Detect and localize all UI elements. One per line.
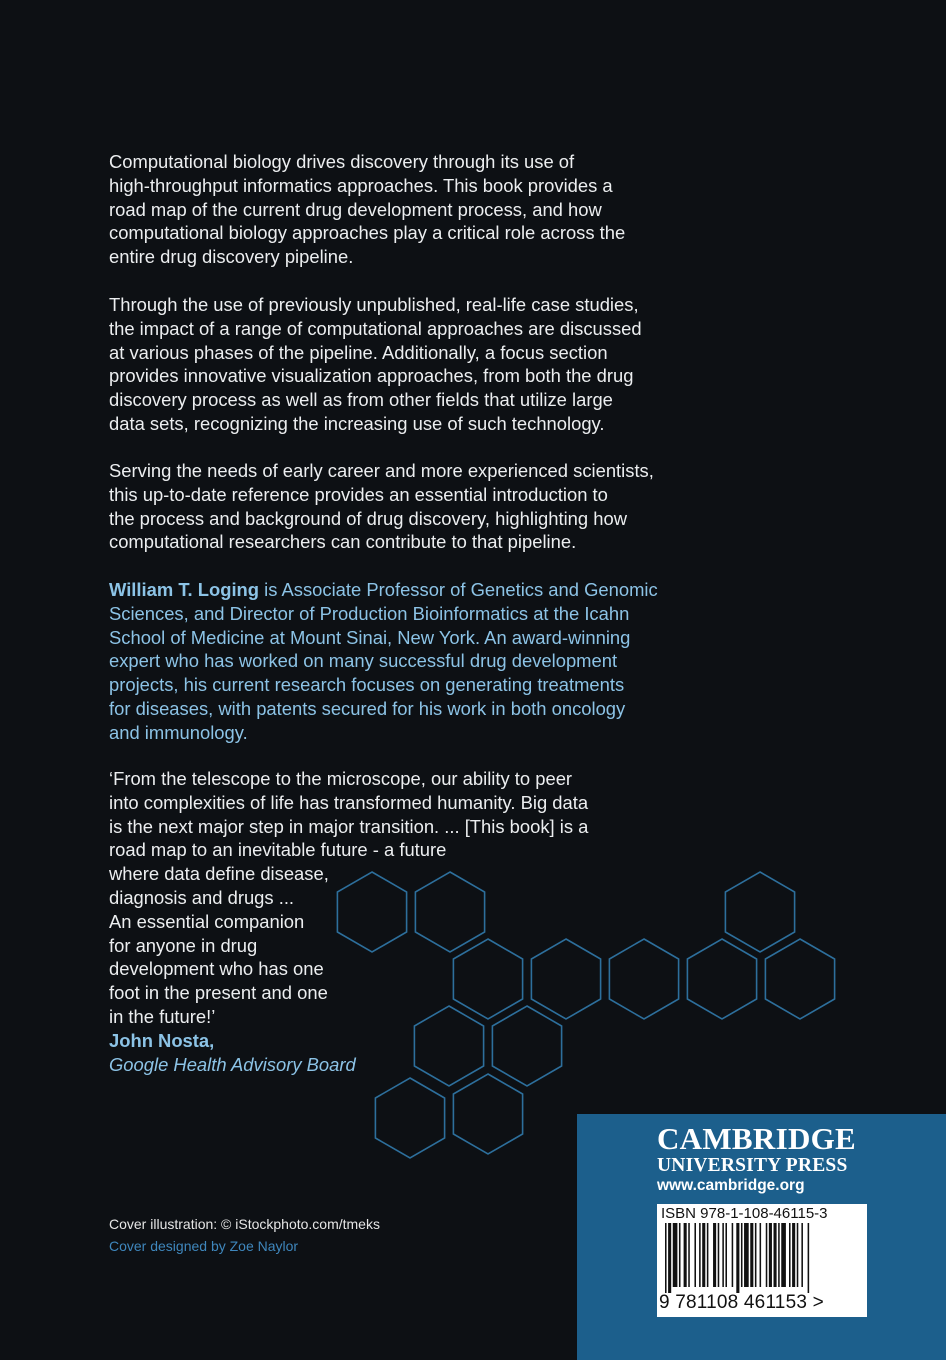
publisher-name-line1: CAMBRIDGE xyxy=(657,1121,857,1156)
text-line: where data define disease, xyxy=(109,863,329,885)
barcode-bar xyxy=(750,1223,753,1287)
text-line: for anyone in drug xyxy=(109,934,258,956)
text-line: road map of the current drug development process, and how xyxy=(109,198,602,220)
barcode-bar xyxy=(741,1223,743,1287)
barcode-bar xyxy=(769,1223,772,1287)
text-line: Through the use of previously unpublished, real-life case studies, xyxy=(109,294,639,315)
barcode-bar xyxy=(789,1223,791,1287)
barcode-bar xyxy=(778,1223,780,1287)
barcode-bar xyxy=(718,1223,720,1287)
publisher-name-line2: UNIVERSITY PRESS xyxy=(657,1155,848,1176)
barcode-bar xyxy=(801,1223,803,1287)
barcode-bar xyxy=(707,1223,709,1287)
text-line: discovery process as well as from other fields that utilize large xyxy=(109,389,613,411)
text-line: data sets, recognizing the increasing use of such technology. xyxy=(109,412,605,434)
barcode-bar xyxy=(688,1223,690,1287)
text-line: high-throughput informatics approaches. This book provides a xyxy=(109,174,613,196)
blurb-paragraph-2 xyxy=(109,293,689,436)
author-bio-first-line: is Associate Professor of Genetics and Genomic xyxy=(259,579,658,600)
barcode-bar xyxy=(797,1223,799,1287)
hexagon-shape xyxy=(453,1074,522,1154)
barcode-bar xyxy=(732,1223,734,1287)
barcode-bar xyxy=(781,1223,786,1287)
text-line: An essential companion xyxy=(109,910,305,932)
barcode-bar xyxy=(792,1223,795,1287)
barcode-bar xyxy=(694,1223,696,1287)
barcode-icon xyxy=(661,1223,863,1293)
barcode-bar xyxy=(673,1223,678,1287)
publisher-url: www.cambridge.org xyxy=(657,1177,805,1194)
author-bio xyxy=(109,578,689,745)
text-line: computational researchers can contribute to that pipeline. xyxy=(109,531,577,553)
text-line: Serving the needs of early career and more experienced scientists, xyxy=(109,460,654,481)
hexagon-shape xyxy=(765,939,834,1019)
barcode-bar xyxy=(722,1223,724,1287)
isbn-barcode xyxy=(657,1204,867,1317)
barcode-bar xyxy=(668,1223,671,1293)
cover-credits xyxy=(109,1213,380,1257)
text-line: School of Medicine at Mount Sinai, New York. An award-winning xyxy=(109,626,631,648)
text-line: at various phases of the pipeline. Additionally, a focus section xyxy=(109,341,608,363)
barcode-bar xyxy=(702,1223,705,1287)
barcode-bar xyxy=(755,1223,757,1287)
barcode-bar xyxy=(766,1223,768,1287)
text-line: provides innovative visualization approaches, from both the drug xyxy=(109,365,634,387)
barcode-bar xyxy=(760,1223,762,1287)
hexagon-shape xyxy=(375,1078,444,1158)
barcode-bar xyxy=(725,1223,727,1287)
text-line: Computational biology drives discovery through its use of xyxy=(109,151,575,172)
text-line: expert who has worked on many successful drug development xyxy=(109,650,618,672)
barcode-bar xyxy=(774,1223,777,1287)
text-line: the process and background of drug discovery, highlighting how xyxy=(109,507,627,529)
text-line: for diseases, with patents secured for his work in both oncology xyxy=(109,697,626,719)
quote-attribution-name: John Nosta, xyxy=(109,1029,215,1051)
text-line: entire drug discovery pipeline. xyxy=(109,246,354,268)
barcode-bar xyxy=(699,1223,701,1287)
barcode-digits: 9 781108 461153 > xyxy=(659,1292,824,1313)
text-line: Sciences, and Director of Production Bioinformatics at the Icahn xyxy=(109,602,630,624)
barcode-bar xyxy=(713,1223,716,1287)
publisher-logo-text xyxy=(657,1122,856,1176)
barcode-bar xyxy=(736,1223,739,1293)
text-line: road map to an inevitable future - a future xyxy=(109,839,447,861)
text-line: into complexities of life has transformed humanity. Big data xyxy=(109,791,589,813)
text-line: projects, his current research focuses on generating treatments xyxy=(109,674,625,696)
barcode-bar xyxy=(679,1223,681,1287)
hexagon-shape xyxy=(725,872,794,952)
endorsement-quote xyxy=(109,767,689,1076)
text-line: is the next major step in major transition. ... [This book] is a xyxy=(109,815,589,837)
cover-design-credit: Cover designed by Zoe Naylor xyxy=(109,1238,299,1254)
isbn-number: ISBN 978-1-108-46115-3 xyxy=(661,1205,828,1222)
text-line: in the future!’ xyxy=(109,1005,216,1027)
barcode-bar xyxy=(665,1223,667,1293)
text-line: and immunology. xyxy=(109,721,248,743)
hexagon-shape xyxy=(687,939,756,1019)
text-line: this up-to-date reference provides an essential introduction to xyxy=(109,483,608,505)
publisher-panel xyxy=(577,1114,946,1360)
barcode-bar xyxy=(744,1223,749,1287)
quote-attribution-org: Google Health Advisory Board xyxy=(109,1053,356,1075)
author-name: William T. Loging xyxy=(109,579,260,600)
blurb-paragraph-3 xyxy=(109,459,689,554)
blurb-paragraph-1 xyxy=(109,150,689,269)
text-line: ‘From the telescope to the microscope, our ability to peer xyxy=(109,768,573,789)
text-line: diagnosis and drugs ... xyxy=(109,886,295,908)
text-line: foot in the present and one xyxy=(109,982,328,1004)
barcode-bar xyxy=(808,1223,810,1293)
text-line: the impact of a range of computational approaches are discussed xyxy=(109,317,642,339)
text-line: computational biology approaches play a critical role across the xyxy=(109,222,626,244)
text-line: development who has one xyxy=(109,958,324,980)
cover-illustration-credit: Cover illustration: © iStockphoto.com/tmeks xyxy=(109,1216,380,1232)
barcode-bar xyxy=(684,1223,687,1287)
